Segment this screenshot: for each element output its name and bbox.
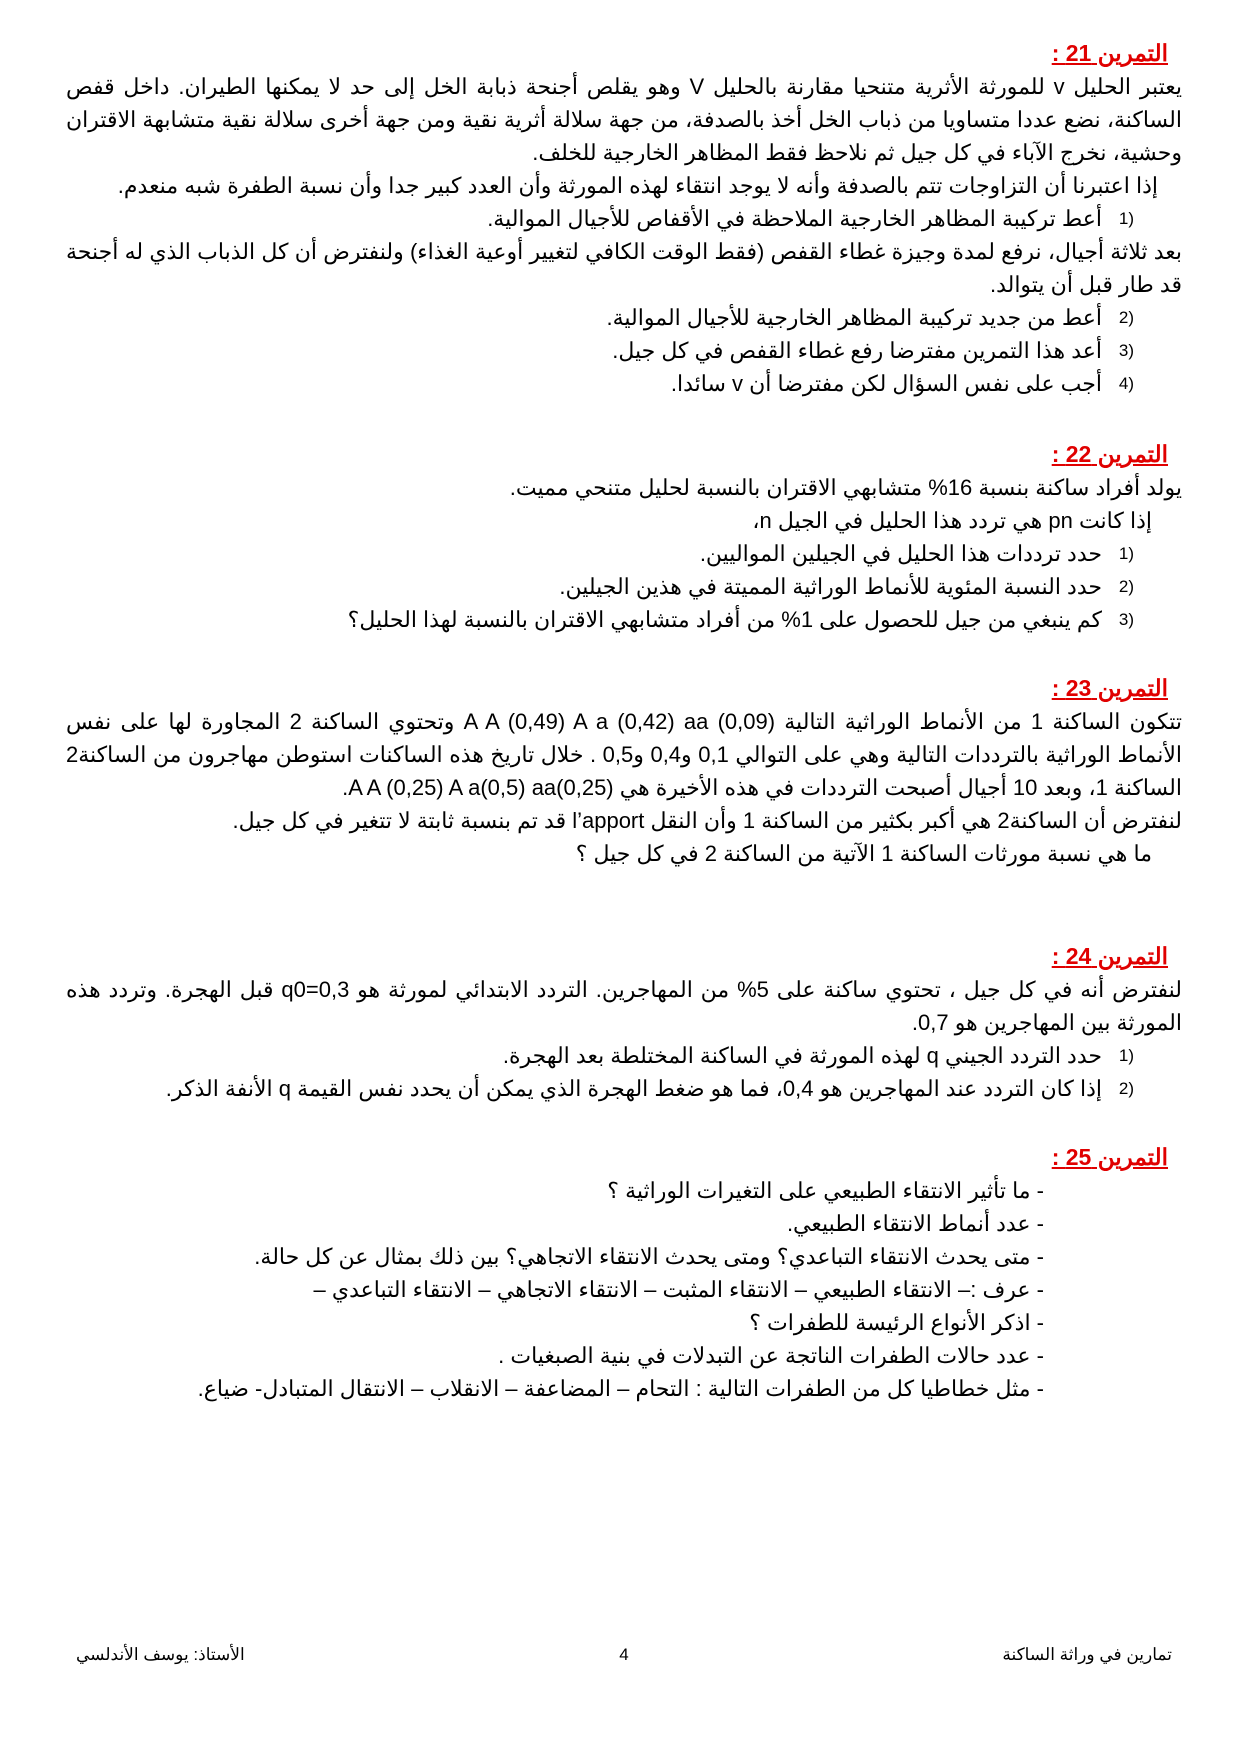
page-footer — [66, 1645, 1182, 1665]
question-3: (3 أعد هذا التمرين مفترضا رفع غطاء القفص في كل جيل. — [66, 334, 1182, 367]
exercise-title: التمرين 25 : — [1051, 1144, 1168, 1170]
question-1: (1 أعط تركيبة المظاهر الخارجية الملاحظة في الأقفاص للأجيال الموالية. — [66, 202, 1182, 235]
question-4: (4 أجب على نفس السؤال لكن مفترضا أن v سائدا. — [66, 367, 1182, 400]
question-text: كم ينبغي من جيل للحصول على 1% من أفراد متشابهي الاقتران بالنسبة لهذا الحليل؟ — [347, 607, 1102, 632]
paragraph: تتكون الساكنة 1 من الأنماط الوراثية التالية A A (0,49) A a (0,42) aa (0,09) وتحتوي الساكنة 2 المجاورة لها على نفس الأنماط الوراثية بالترددات التالية وهي على التوالي 0,1 و0,4 و0,5 . خلال تاريخ هذه الساكنات استوطن مهاجرون من الساكنة2 الساكنة 1، وبعد 10 أجيال أصبحت الترددات في هذه الأخيرة هي A A (0,25) A a(0,5) aa(0,25). — [66, 709, 1182, 800]
list-item: - عدد أنماط الانتقاء الطبيعي. — [786, 1211, 1044, 1236]
question-text: حدد التردد الجيني q لهذه المورثة في الساكنة المختلطة بعد الهجرة. — [502, 1043, 1102, 1068]
paragraph: يعتبر الحليل v للمورثة الأثرية متنحيا مقارنة بالحليل V وهو يقلص أجنحة ذبابة الخل إلى حد لا يمكنها الطيران. داخل قفص الساكنة، نضع عددا متساويا من ذباب الخل أخذ بالصدفة، من جهة سلالة أثرية نقية ومن جهة أخرى سلالة نقية متشابهة الاقتران وحشية، نخرج الآباء في كل جيل ثم نلاحظ فقط المظاهر الخارجية للخلف. — [66, 74, 1182, 165]
exercise-title: التمرين 23 : — [1051, 675, 1168, 701]
footer-title: تمارين في وراثة الساكنة — [1002, 1645, 1172, 1664]
question-text: حدد ترددات هذا الحليل في الجيلين المواليين. — [699, 541, 1102, 566]
list-item: - عدد حالات الطفرات الناتجة عن التبدلات في بنية الصبغيات . — [498, 1343, 1044, 1368]
question-3: (3 كم ينبغي من جيل للحصول على 1% من أفراد متشابهي الاقتران بالنسبة لهذا الحليل؟ — [66, 603, 1182, 636]
paragraph: ما هي نسبة مورثات الساكنة 1 الآتية من الساكنة 2 في كل جيل ؟ — [575, 841, 1152, 866]
paragraph: إذا كانت pn هي تردد هذا الحليل في الجيل n، — [752, 508, 1152, 533]
exercise-title: التمرين 21 : — [1051, 40, 1168, 66]
exercise-24 — [66, 939, 1182, 1105]
exercise-25 — [66, 1140, 1182, 1405]
exercise-title: التمرين 22 : — [1051, 441, 1168, 467]
footer-author: الأستاذ: يوسف الأندلسي — [76, 1645, 245, 1664]
paragraph: بعد ثلاثة أجيال، نرفع لمدة وجيزة غطاء القفص (فقط الوقت الكافي لتغيير أوعية الغذاء) ولنفترض أن كل الذباب الذي له أجنحة قد طار قبل أن يتوالد. — [66, 239, 1182, 297]
exercise-22 — [66, 437, 1182, 636]
question-1: (1 حدد ترددات هذا الحليل في الجيلين المواليين. — [66, 537, 1182, 570]
question-2: (2 أعط من جديد تركيبة المظاهر الخارجية للأجيال الموالية. — [66, 301, 1182, 334]
list-item: - اذكر الأنواع الرئيسة للطفرات ؟ — [749, 1310, 1044, 1335]
list-item: - ما تأثير الانتقاء الطبيعي على التغيرات الوراثية ؟ — [607, 1178, 1044, 1203]
list-item: - متى يحدث الانتقاء التباعدي؟ ومتى يحدث الانتقاء الاتجاهي؟ بين ذلك بمثال عن كل حالة. — [254, 1244, 1044, 1269]
question-2: (2 إذا كان التردد عند المهاجرين هو 0,4، فما هو ضغط الهجرة الذي يمكن أن يحدد نفس القيمة q الأنفة الذكر. — [66, 1072, 1182, 1105]
question-2: (2 حدد النسبة المئوية للأنماط الوراثية المميتة في هذين الجيلين. — [66, 570, 1182, 603]
question-text: حدد النسبة المئوية للأنماط الوراثية المميتة في هذين الجيلين. — [559, 574, 1102, 599]
paragraph: يولد أفراد ساكنة بنسبة 16% متشابهي الاقتران بالنسبة لحليل متنحي مميت. — [509, 475, 1182, 500]
exercise-title: التمرين 24 : — [1051, 943, 1168, 969]
question-text: إذا كان التردد عند المهاجرين هو 0,4، فما هو ضغط الهجرة الذي يمكن أن يحدد نفس القيمة q الأنفة الذكر. — [165, 1076, 1102, 1101]
question-text: أعط تركيبة المظاهر الخارجية الملاحظة في الأقفاص للأجيال الموالية. — [487, 206, 1102, 231]
question-text: أعد هذا التمرين مفترضا رفع غطاء القفص في كل جيل. — [612, 338, 1102, 363]
page-number: 4 — [619, 1645, 629, 1664]
list-item: - مثل خطاطيا كل من الطفرات التالية : التحام – المضاعفة – الانقلاب – الانتقال المتبادل- ضياع. — [197, 1376, 1044, 1401]
paragraph: لنفترض أن الساكنة2 هي أكبر بكثير من الساكنة 1 وأن النقل l’apport قد تم بنسبة ثابتة لا تتغير في كل جيل. — [232, 808, 1182, 833]
list-item: - عرف :– الانتقاء الطبيعي – الانتقاء المثبت – الانتقاء الاتجاهي – الانتقاء التباعدي – — [313, 1277, 1044, 1302]
question-text: أجب على نفس السؤال لكن مفترضا أن v سائدا. — [670, 371, 1102, 396]
paragraph: إذا اعتبرنا أن التزاوجات تتم بالصدفة وأنه لا يوجد انتقاء لهذه المورثة وأن العدد كبير جدا وأن نسبة الطفرة شبه منعدم. — [117, 173, 1158, 198]
exercise-23 — [66, 671, 1182, 870]
question-text: أعط من جديد تركيبة المظاهر الخارجية للأجيال الموالية. — [606, 305, 1102, 330]
question-1: (1 حدد التردد الجيني q لهذه المورثة في الساكنة المختلطة بعد الهجرة. — [66, 1039, 1182, 1072]
paragraph: لنفترض أنه في كل جيل ، تحتوي ساكنة على 5% من المهاجرين. التردد الابتدائي لمورثة هو q0=0,3 قبل الهجرة. وتردد هذه المورثة بين المهاجرين هو 0,7. — [66, 977, 1182, 1035]
exercise-21 — [66, 36, 1182, 400]
